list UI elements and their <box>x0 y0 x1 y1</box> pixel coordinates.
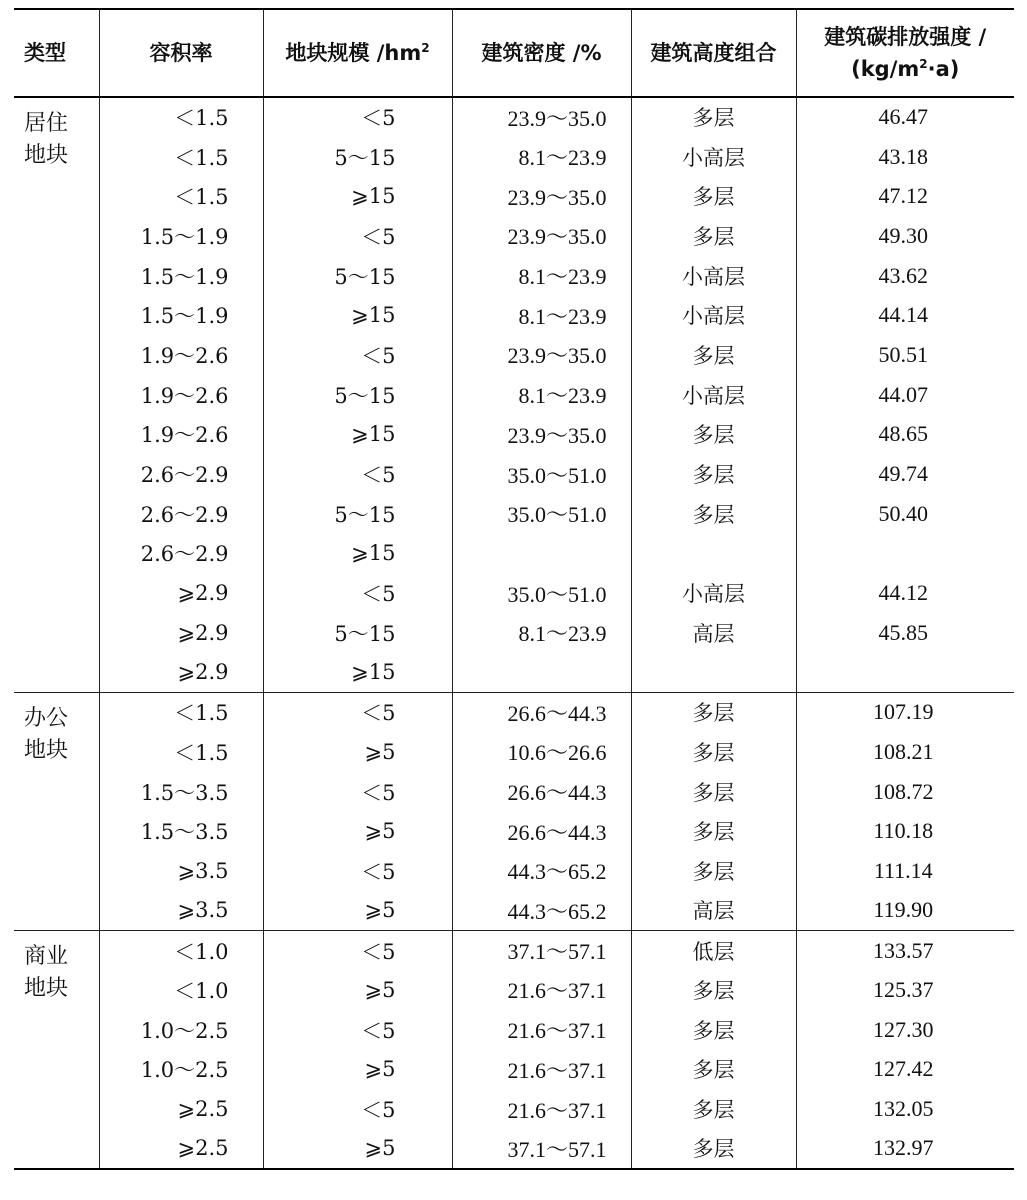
density-cell: 23.9～35.0 <box>452 335 631 375</box>
ratio-cell: 1.0～2.5 <box>99 1050 263 1090</box>
scale-cell: ＜5 <box>263 851 452 891</box>
scale-cell: ⩾5 <box>263 732 452 772</box>
density-cell: 10.6～26.6 <box>452 732 631 772</box>
row-type-line2: 地块 <box>24 143 69 168</box>
density-cell: 21.6～37.1 <box>452 970 631 1010</box>
ratio-cell: ＜1.5 <box>99 692 263 732</box>
ratio-cell: 1.5～1.9 <box>99 295 263 335</box>
scale-cell: ＜5 <box>263 454 452 494</box>
table-row <box>14 335 1014 375</box>
header-carbon-line1: 建筑碳排放强度 / <box>824 25 987 49</box>
table-row <box>14 732 1014 772</box>
scale-cell: 5～15 <box>263 375 452 415</box>
height-cell: 多层 <box>631 970 796 1010</box>
scale-cell: ＜5 <box>263 1010 452 1050</box>
scale-cell: ＜5 <box>263 97 452 137</box>
height-cell: 多层 <box>631 732 796 772</box>
table-row <box>14 811 1014 851</box>
ratio-cell: ＜1.0 <box>99 930 263 970</box>
carbon-cell: 46.47 <box>796 97 1014 137</box>
density-cell: 21.6～37.1 <box>452 1089 631 1129</box>
density-cell: 44.3～65.2 <box>452 851 631 891</box>
height-cell: 多层 <box>631 1050 796 1090</box>
density-cell: 26.6～44.3 <box>452 811 631 851</box>
scale-cell: ＜5 <box>263 1089 452 1129</box>
height-cell: 多层 <box>631 1129 796 1169</box>
ratio-cell: ⩾2.5 <box>99 1089 263 1129</box>
carbon-cell: 44.07 <box>796 375 1014 415</box>
density-cell: 44.3～65.2 <box>452 891 631 931</box>
carbon-cell: 44.12 <box>796 573 1014 613</box>
height-cell: 高层 <box>631 613 796 653</box>
table-row <box>14 1089 1014 1129</box>
height-cell: 多层 <box>631 772 796 812</box>
carbon-cell <box>796 534 1014 574</box>
table-row <box>14 295 1014 335</box>
carbon-cell: 44.14 <box>796 295 1014 335</box>
carbon-cell: 132.05 <box>796 1089 1014 1129</box>
header-scale <box>263 9 452 97</box>
height-cell: 小高层 <box>631 137 796 177</box>
row-type-line1: 居住 <box>24 111 69 136</box>
carbon-emission-table <box>14 8 1014 1170</box>
scale-cell: ⩾15 <box>263 295 452 335</box>
table-row <box>14 772 1014 812</box>
row-type-line1: 商业 <box>24 943 69 969</box>
height-cell <box>631 653 796 693</box>
scale-cell: ⩾15 <box>263 653 452 693</box>
ratio-cell: 2.6～2.9 <box>99 454 263 494</box>
table-body <box>14 97 1014 1169</box>
carbon-cell: 49.74 <box>796 454 1014 494</box>
density-cell: 37.1～57.1 <box>452 1129 631 1169</box>
density-cell: 8.1～23.9 <box>452 295 631 335</box>
ratio-cell: ⩾3.5 <box>99 891 263 931</box>
table-row <box>14 1050 1014 1090</box>
height-cell: 多层 <box>631 1089 796 1129</box>
header-height-label: 建筑高度组合 <box>650 41 777 65</box>
height-cell: 多层 <box>631 415 796 455</box>
scale-cell: ＜5 <box>263 335 452 375</box>
table-row <box>14 1010 1014 1050</box>
density-cell: 35.0～51.0 <box>452 454 631 494</box>
header-type <box>14 9 99 97</box>
carbon-cell: 49.30 <box>796 216 1014 256</box>
row-type-line1: 办公 <box>24 705 69 731</box>
scale-cell: ⩾5 <box>263 970 452 1010</box>
density-cell: 23.9～35.0 <box>452 176 631 216</box>
height-cell: 高层 <box>631 891 796 931</box>
ratio-cell: 1.0～2.5 <box>99 1010 263 1050</box>
density-cell: 23.9～35.0 <box>452 216 631 256</box>
height-cell: 小高层 <box>631 375 796 415</box>
ratio-cell: ＜1.5 <box>99 176 263 216</box>
table-row <box>14 851 1014 891</box>
scale-cell: ⩾5 <box>263 811 452 851</box>
table-row <box>14 97 1014 137</box>
table-row <box>14 176 1014 216</box>
carbon-cell: 43.62 <box>796 256 1014 296</box>
ratio-cell: ⩾3.5 <box>99 851 263 891</box>
scale-cell: ＜5 <box>263 216 452 256</box>
height-cell: 多层 <box>631 494 796 534</box>
table-row <box>14 137 1014 177</box>
table-row <box>14 256 1014 296</box>
height-cell: 多层 <box>631 335 796 375</box>
density-cell <box>452 653 631 693</box>
density-cell: 35.0～51.0 <box>452 494 631 534</box>
ratio-cell: 1.5～1.9 <box>99 256 263 296</box>
scale-cell: ⩾15 <box>263 415 452 455</box>
carbon-cell: 125.37 <box>796 970 1014 1010</box>
table-row <box>14 573 1014 613</box>
row-type-line2: 地块 <box>24 975 69 1001</box>
carbon-cell: 108.21 <box>796 732 1014 772</box>
height-cell: 多层 <box>631 454 796 494</box>
table-row <box>14 1129 1014 1169</box>
height-cell: 多层 <box>631 851 796 891</box>
header-ratio <box>99 9 263 97</box>
height-cell: 小高层 <box>631 295 796 335</box>
scale-cell: ⩾5 <box>263 1050 452 1090</box>
scale-cell: ＜5 <box>263 930 452 970</box>
header-scale-label: 地块规模 /hm <box>285 41 422 65</box>
height-cell: 多层 <box>631 216 796 256</box>
height-cell: 低层 <box>631 930 796 970</box>
table-row <box>14 375 1014 415</box>
height-cell: 多层 <box>631 811 796 851</box>
scale-cell: 5～15 <box>263 494 452 534</box>
carbon-cell: 133.57 <box>796 930 1014 970</box>
carbon-cell: 45.85 <box>796 613 1014 653</box>
height-cell: 多层 <box>631 176 796 216</box>
density-cell <box>452 534 631 574</box>
table-header <box>14 9 1014 97</box>
scale-cell: 5～15 <box>263 256 452 296</box>
table-row <box>14 930 1014 970</box>
header-carbon-unit-pre: (kg/m <box>851 57 920 81</box>
header-type-label: 类型 <box>24 41 66 65</box>
ratio-cell: 1.5～3.5 <box>99 772 263 812</box>
ratio-cell: 1.5～1.9 <box>99 216 263 256</box>
carbon-cell: 107.19 <box>796 692 1014 732</box>
density-cell: 21.6～37.1 <box>452 1050 631 1090</box>
density-cell: 8.1～23.9 <box>452 137 631 177</box>
carbon-cell: 111.14 <box>796 851 1014 891</box>
height-cell: 小高层 <box>631 573 796 613</box>
header-row <box>14 9 1014 97</box>
header-density <box>452 9 631 97</box>
ratio-cell: 1.9～2.6 <box>99 335 263 375</box>
header-density-label: 建筑密度 /% <box>481 41 602 65</box>
scale-cell: ⩾5 <box>263 1129 452 1169</box>
ratio-cell: ＜1.0 <box>99 970 263 1010</box>
density-cell: 23.9～35.0 <box>452 97 631 137</box>
carbon-cell: 108.72 <box>796 772 1014 812</box>
table-row <box>14 970 1014 1010</box>
scale-cell: ＜5 <box>263 692 452 732</box>
table-row <box>14 692 1014 732</box>
table-row <box>14 454 1014 494</box>
carbon-cell: 50.51 <box>796 335 1014 375</box>
scale-cell: ⩾5 <box>263 891 452 931</box>
ratio-cell: 2.6～2.9 <box>99 534 263 574</box>
scale-cell: 5～15 <box>263 137 452 177</box>
table-row <box>14 534 1014 574</box>
height-cell: 多层 <box>631 1010 796 1050</box>
table-row <box>14 891 1014 931</box>
ratio-cell: 1.5～3.5 <box>99 811 263 851</box>
height-cell <box>631 534 796 574</box>
carbon-cell: 119.90 <box>796 891 1014 931</box>
header-ratio-label: 容积率 <box>149 41 213 65</box>
header-scale-sup: 2 <box>421 41 430 55</box>
ratio-cell: ⩾2.9 <box>99 653 263 693</box>
density-cell: 26.6～44.3 <box>452 692 631 732</box>
ratio-cell: ＜1.5 <box>99 732 263 772</box>
carbon-cell: 50.40 <box>796 494 1014 534</box>
table-row <box>14 653 1014 693</box>
density-cell: 8.1～23.9 <box>452 375 631 415</box>
header-carbon-unit-post: ·a) <box>927 57 960 81</box>
carbon-cell: 127.30 <box>796 1010 1014 1050</box>
row-type-cell <box>14 97 99 692</box>
density-cell: 37.1～57.1 <box>452 930 631 970</box>
ratio-cell: ⩾2.9 <box>99 573 263 613</box>
density-cell: 23.9～35.0 <box>452 415 631 455</box>
scale-cell: ⩾15 <box>263 534 452 574</box>
scale-cell: 5～15 <box>263 613 452 653</box>
height-cell: 多层 <box>631 692 796 732</box>
ratio-cell: ＜1.5 <box>99 97 263 137</box>
carbon-cell: 132.97 <box>796 1129 1014 1169</box>
ratio-cell: ⩾2.9 <box>99 613 263 653</box>
ratio-cell: 1.9～2.6 <box>99 415 263 455</box>
ratio-cell: 2.6～2.9 <box>99 494 263 534</box>
table-row <box>14 415 1014 455</box>
scale-cell: ＜5 <box>263 772 452 812</box>
carbon-cell: 110.18 <box>796 811 1014 851</box>
density-cell: 26.6～44.3 <box>452 772 631 812</box>
header-height <box>631 9 796 97</box>
carbon-cell <box>796 653 1014 693</box>
scale-cell: ＜5 <box>263 573 452 613</box>
ratio-cell: ＜1.5 <box>99 137 263 177</box>
carbon-cell: 127.42 <box>796 1050 1014 1090</box>
table-row <box>14 216 1014 256</box>
carbon-cell: 43.18 <box>796 137 1014 177</box>
header-carbon-sup: 2 <box>919 57 928 71</box>
ratio-cell: 1.9～2.6 <box>99 375 263 415</box>
row-type-cell <box>14 692 99 930</box>
scale-cell: ⩾15 <box>263 176 452 216</box>
height-cell: 多层 <box>631 97 796 137</box>
table-row <box>14 613 1014 653</box>
height-cell: 小高层 <box>631 256 796 296</box>
row-type-cell <box>14 930 99 1168</box>
header-carbon <box>796 9 1014 97</box>
ratio-cell: ⩾2.5 <box>99 1129 263 1169</box>
density-cell: 8.1～23.9 <box>452 613 631 653</box>
density-cell: 21.6～37.1 <box>452 1010 631 1050</box>
density-cell: 35.0～51.0 <box>452 573 631 613</box>
density-cell: 8.1～23.9 <box>452 256 631 296</box>
carbon-cell: 47.12 <box>796 176 1014 216</box>
table-row <box>14 494 1014 534</box>
row-type-line2: 地块 <box>24 737 69 763</box>
carbon-cell: 48.65 <box>796 415 1014 455</box>
